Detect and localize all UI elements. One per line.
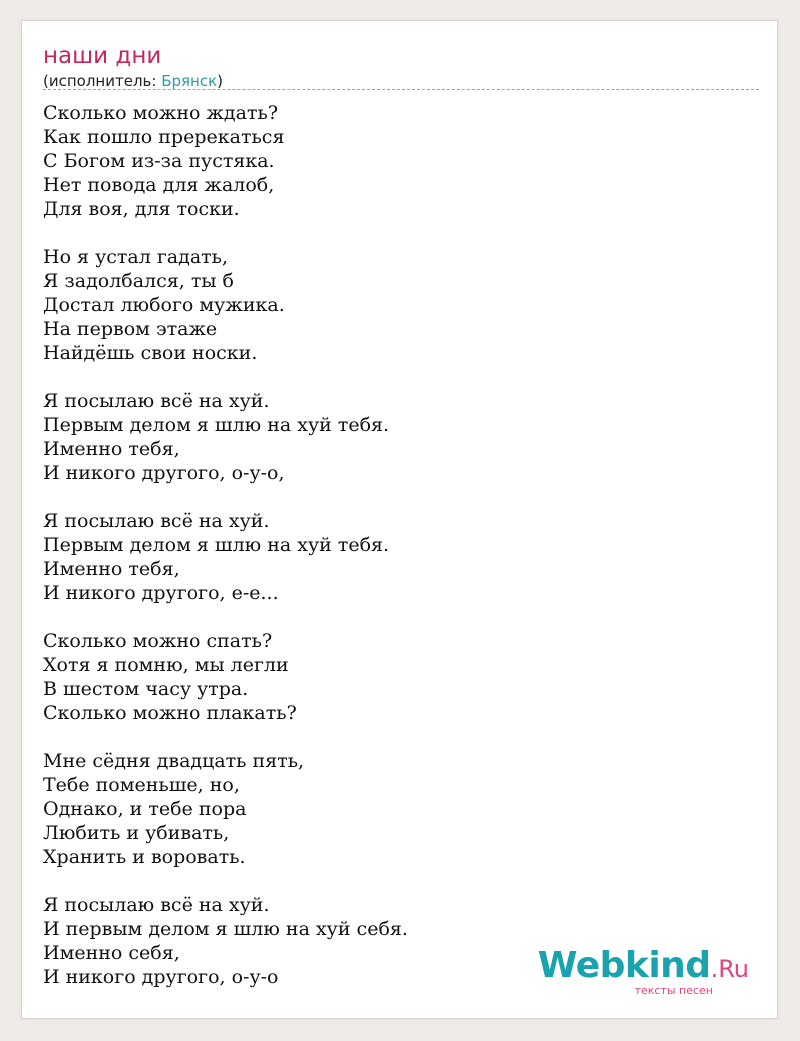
lyrics-line: Для воя, для тоски. bbox=[43, 198, 240, 220]
lyrics-line: Сколько можно спать? bbox=[43, 630, 273, 652]
logo-name: Webkind bbox=[537, 945, 711, 986]
logo-tagline: тексты песен bbox=[634, 984, 713, 997]
lyrics-stanza bbox=[43, 629, 759, 725]
lyrics-line: С Богом из-за пустяка. bbox=[43, 150, 275, 172]
lyrics-line: Но я устал гадать, bbox=[43, 246, 229, 268]
lyrics-line: На первом этаже bbox=[43, 318, 218, 340]
song-title: наши дни bbox=[43, 43, 162, 69]
performer-prefix: (исполнитель: bbox=[43, 72, 162, 90]
lyrics-line: Любить и убивать, bbox=[43, 822, 230, 844]
lyrics-line: Я посылаю всё на хуй. bbox=[43, 894, 270, 916]
lyrics-line: Сколько можно ждать? bbox=[43, 102, 279, 124]
lyrics-line: Я задолбался, ты б bbox=[43, 270, 234, 292]
lyrics-line: И первым делом я шлю на хуй себя. bbox=[43, 918, 408, 940]
lyrics-line: Я посылаю всё на хуй. bbox=[43, 390, 270, 412]
lyrics-line: И никого другого, о-у-о bbox=[43, 966, 279, 988]
lyrics-text bbox=[43, 101, 759, 1013]
lyrics-line: Я посылаю всё на хуй. bbox=[43, 510, 270, 532]
lyrics-line: Найдёшь свои носки. bbox=[43, 342, 258, 364]
lyrics-line: Нет повода для жалоб, bbox=[43, 174, 275, 196]
header-divider bbox=[43, 89, 759, 90]
performer-line bbox=[43, 71, 759, 91]
lyrics-stanza bbox=[43, 389, 759, 485]
lyrics-stanza bbox=[43, 509, 759, 605]
lyrics-line: Именно тебя, bbox=[43, 438, 180, 460]
lyrics-line: И никого другого, е-е... bbox=[43, 582, 279, 604]
song-header bbox=[43, 41, 759, 91]
lyrics-line: Однако, и тебе пора bbox=[43, 798, 247, 820]
lyrics-stanza bbox=[43, 101, 759, 221]
lyrics-line: Сколько можно плакать? bbox=[43, 702, 297, 724]
site-logo[interactable] bbox=[537, 945, 749, 997]
performer-link[interactable]: Брянск bbox=[161, 72, 218, 90]
lyrics-line: Именно тебя, bbox=[43, 558, 180, 580]
lyrics-line: Именно себя, bbox=[43, 942, 180, 964]
logo-tld: .Ru bbox=[710, 955, 749, 983]
lyrics-line: Хранить и воровать. bbox=[43, 846, 246, 868]
lyrics-card bbox=[21, 20, 778, 1019]
lyrics-line: Мне сёдня двадцать пять, bbox=[43, 750, 305, 772]
lyrics-line: Достал любого мужика. bbox=[43, 294, 285, 316]
lyrics-line: Первым делом я шлю на хуй тебя. bbox=[43, 414, 390, 436]
lyrics-line: Хотя я помню, мы легли bbox=[43, 654, 289, 676]
performer-suffix: ) bbox=[217, 72, 224, 90]
lyrics-stanza bbox=[43, 749, 759, 869]
lyrics-line: В шестом часу утра. bbox=[43, 678, 249, 700]
lyrics-stanza bbox=[43, 245, 759, 365]
logo-wordmark bbox=[537, 945, 749, 987]
lyrics-line: И никого другого, о-у-о, bbox=[43, 462, 285, 484]
lyrics-line: Тебе поменьше, но, bbox=[43, 774, 240, 796]
lyrics-line: Как пошло пререкаться bbox=[43, 126, 285, 148]
lyrics-line: Первым делом я шлю на хуй тебя. bbox=[43, 534, 390, 556]
